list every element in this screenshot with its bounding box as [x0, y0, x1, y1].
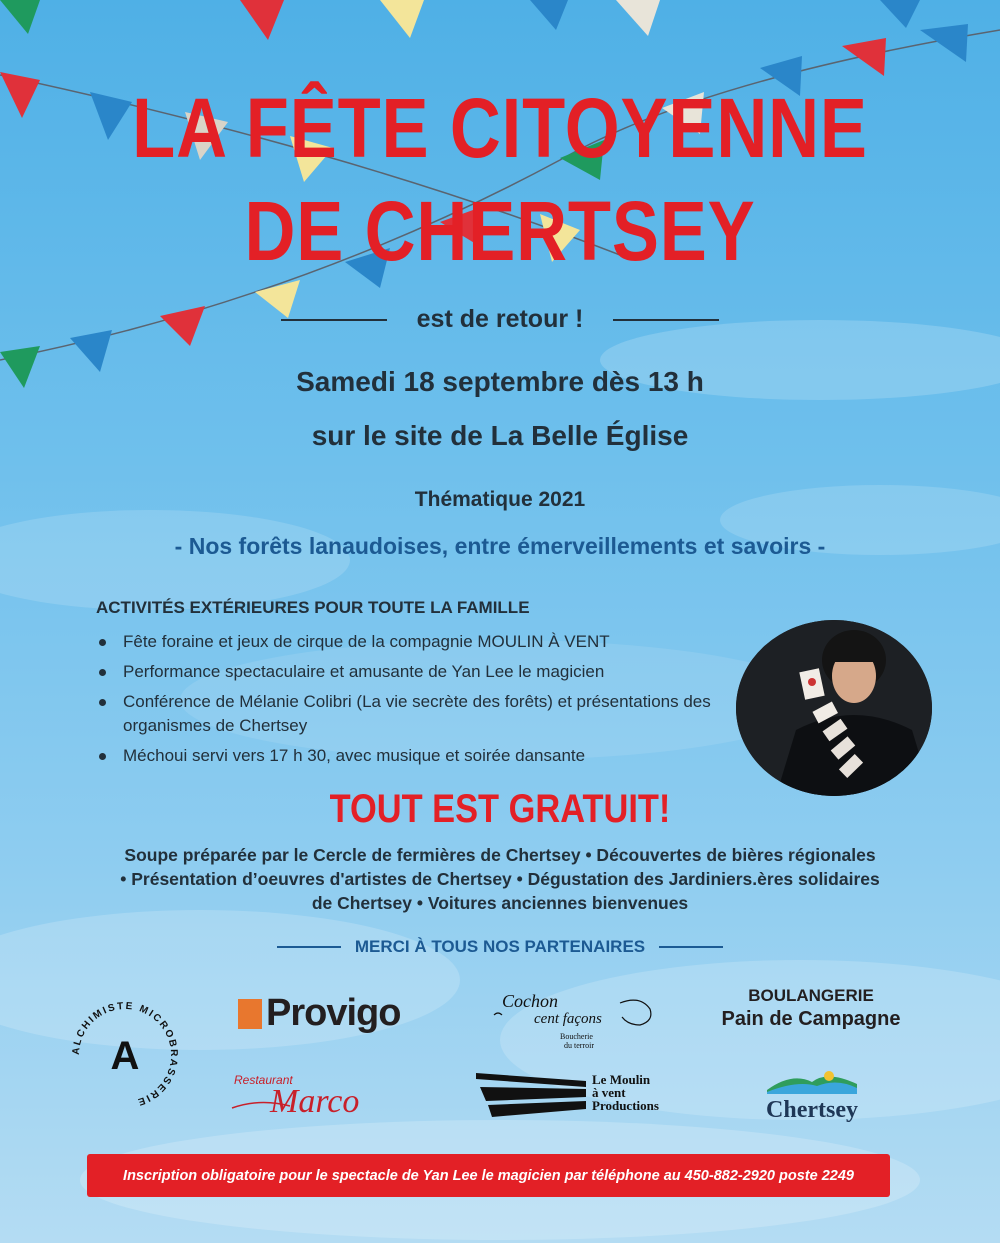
moulin-line3: Productions — [592, 1097, 659, 1113]
cochon-line1: Cochon — [502, 991, 558, 1011]
chertsey-mountains-icon — [767, 1068, 857, 1094]
boulangerie-logo — [716, 986, 906, 1031]
boulangerie-line2: Pain de Campagne — [721, 1008, 901, 1030]
provigo-text: Provigo — [266, 992, 401, 1034]
registration-banner: Inscription obligatoire pour le spectacle de Yan Lee le magicien par téléphone au 450-882-2920 poste 2249 — [87, 1154, 890, 1197]
moulin-line1: Le Moulin — [592, 1071, 651, 1087]
provigo-logo — [238, 992, 400, 1035]
free-details: Soupe préparée par le Cercle de fermières de Chertsey • Découvertes de bières régionales • Présentation d’oeuvres d'artistes de Chertsey • Dégustation des Jardiniers.ères solidaires de Chertsey • Voitures anciennes bienvenues — [120, 845, 880, 913]
activities-heading: ACTIVITÉS EXTÉRIEURES POUR TOUTE LA FAMILLE — [96, 598, 530, 617]
cochon-line2: cent façons — [534, 1011, 602, 1027]
main-title-line2: DE CHERTSEY — [244, 184, 756, 278]
partners-rule-right — [659, 946, 723, 948]
cochon-sub2: du terroir — [564, 1041, 594, 1050]
partners-heading-row — [0, 937, 1000, 957]
list-item: Méchoui servi vers 17 h 30, avec musique et soirée dansante — [96, 744, 726, 768]
moulin-text — [592, 1073, 659, 1112]
main-title-line1: LA FÊTE CITOYENNE — [132, 81, 868, 175]
subtitle-rule-left — [281, 319, 387, 321]
alchimiste-logo — [60, 990, 190, 1120]
cochon-sub1: Boucherie — [560, 1032, 593, 1041]
moulin-icon — [476, 1067, 586, 1117]
marco-script: Marco — [270, 1083, 360, 1120]
free-headline: TOUT EST GRATUIT! — [329, 787, 671, 831]
partners-heading: MERCI À TOUS NOS PARTENAIRES — [354, 937, 646, 956]
boulangerie-line1: BOULANGERIE — [748, 986, 874, 1005]
moulin-line2: à vent — [592, 1084, 626, 1100]
provigo-icon — [238, 999, 262, 1029]
alchimiste-ring-text: ALCHIMISTE MICROBRASSERIE — [70, 1000, 180, 1108]
marco-logo — [230, 1070, 430, 1120]
cochon-logo — [490, 985, 665, 1055]
list-item: Conférence de Mélanie Colibri (La vie secrète des forêts) et présentations des organismes de Chertsey — [96, 690, 726, 738]
event-date: Samedi 18 septembre dès 13 h — [296, 366, 704, 397]
chertsey-text: Chertsey — [766, 1097, 858, 1123]
subtitle-rule-right — [613, 319, 719, 321]
partners-rule-left — [277, 946, 341, 948]
subtitle: est de retour ! — [416, 305, 584, 333]
event-place: sur le site de La Belle Église — [311, 420, 689, 451]
list-item: Performance spectaculaire et amusante de Yan Lee le magicien — [96, 660, 726, 684]
alchimiste-letter: A — [110, 1034, 140, 1078]
activities-list — [96, 630, 726, 774]
theme-text: - Nos forêts lanaudoises, entre émerveillements et savoirs - — [174, 533, 826, 559]
subtitle-row — [0, 305, 1000, 334]
moulin-logo — [476, 1067, 659, 1117]
theme-year: Thématique 2021 — [414, 488, 586, 511]
list-item: Fête foraine et jeux de cirque de la compagnie MOULIN À VENT — [96, 630, 726, 654]
chertsey-logo — [742, 1068, 882, 1124]
magician-photo — [736, 620, 932, 796]
marco-small: Restaurant — [234, 1073, 293, 1087]
